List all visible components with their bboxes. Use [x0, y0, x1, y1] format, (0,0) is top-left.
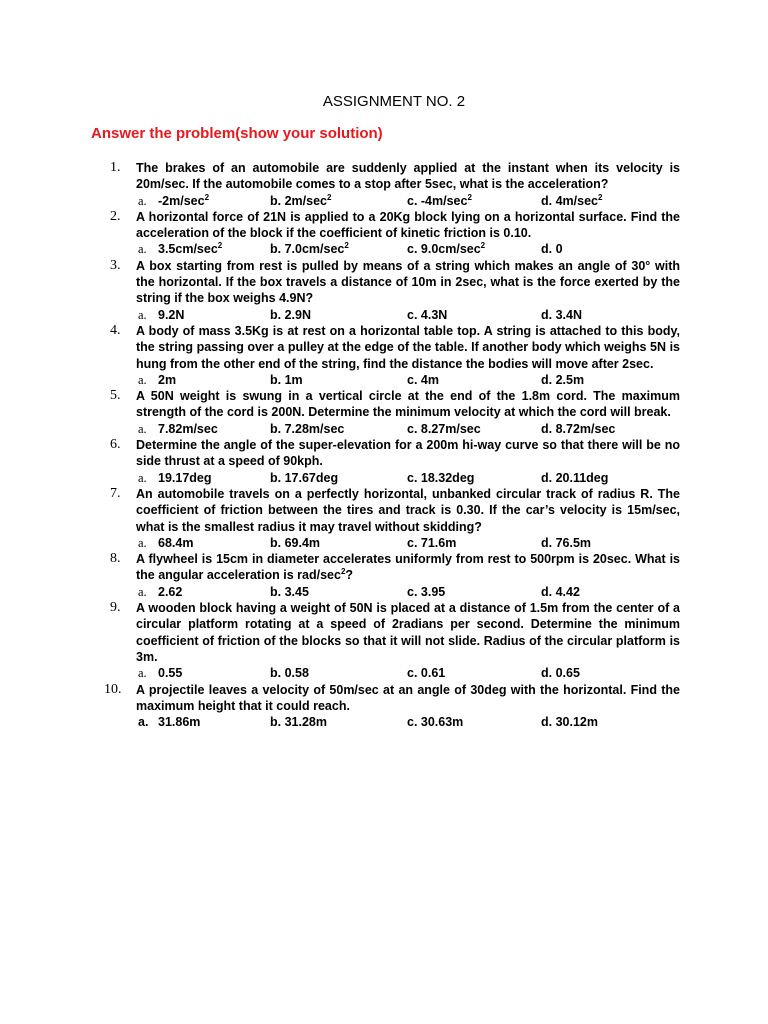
question-number: 8. — [110, 551, 121, 567]
choice-a: 0.55 — [158, 666, 183, 681]
question-item — [100, 600, 680, 681]
choice-d: d. 4.42 — [541, 584, 580, 599]
question-number: 9. — [110, 600, 121, 616]
choice-d: d. 0 — [541, 242, 563, 257]
answer-choices — [100, 714, 680, 730]
question-list — [100, 160, 680, 730]
answer-choices — [100, 535, 680, 551]
answer-choices — [100, 241, 680, 257]
question-number: 7. — [110, 485, 121, 501]
choice-a: 2m — [158, 372, 177, 387]
choice-b: b. 69.4m — [270, 535, 321, 550]
answer-choices — [100, 421, 680, 437]
question-number: 3. — [110, 257, 121, 273]
choice-b: b. 31.28m — [270, 715, 327, 730]
choice-a-label: a. — [138, 421, 147, 436]
choice-b: b. $7.0cm/\sec^2$ — [270, 241, 349, 257]
choice-d: d. 76.5m — [541, 535, 592, 550]
page-title: ASSIGNMENT NO. 2 — [322, 93, 466, 110]
choice-b: b. 2.9N — [270, 307, 311, 322]
question-number: 4. — [110, 322, 121, 338]
question-item — [100, 209, 680, 258]
answer-choices — [100, 372, 680, 388]
question-text: A body of mass 3.5Kg is at rest on a horizontal table top. A string is attached to this body, the string passing over a pulley at the edge of the table. If another body which weighs 5N is hung from the other end of the string, find the distance the bodies will move after 2sec. — [136, 323, 680, 371]
choice-b: b. 17.67deg — [270, 470, 339, 485]
choice-a-label: a. — [138, 535, 147, 550]
question-item — [100, 551, 680, 600]
question-number: 6. — [110, 437, 121, 453]
question-number: 10. — [104, 681, 122, 697]
question-text: A projectile leaves a velocity of 50m/sec at an angle of 30deg with the horizontal. Find the maximum height that it could reach. — [136, 682, 680, 713]
question-item — [100, 682, 680, 731]
choice-c: c. 8.27m/sec — [407, 421, 481, 436]
question-text: A 50N weight is swung in a vertical circle at the end of the 1.8m cord. The maximum strength of the cord is 200N. Determine the minimum velocity at which the cord will break. — [136, 389, 680, 420]
instructions-heading: Answer the problem(show your solution) — [91, 125, 383, 142]
choice-d: d. 2.5m — [541, 372, 585, 387]
choice-a-label: a. — [138, 470, 147, 485]
question-text: A horizontal force of 21N is applied to a 20Kg block lying on a horizontal surface. Find the acceleration of the block if the coefficient of kinetic friction is 0.10. — [136, 209, 680, 241]
question-item — [100, 437, 680, 486]
question-text: A wooden block having a weight of 50N is placed at a distance of 1.5m from the center of a circular platform rotating at a speed of 2radians per second. Determine the minimum coefficient of friction of the blocks so that it will not slide. Radius of the circular platform is 3m. — [136, 601, 680, 664]
choice-b: b. 0.58 — [270, 666, 309, 681]
choice-c: c. 3.95 — [407, 584, 446, 599]
choice-a-label: a. — [138, 666, 147, 681]
answer-choices — [100, 665, 680, 681]
choice-d: d. 20.11deg — [541, 470, 609, 485]
choice-c: c. $-4m/\sec^2$ — [407, 192, 472, 208]
question-number: 2. — [110, 208, 121, 224]
choice-a: 2.62 — [158, 584, 183, 599]
choice-d: d. 30.12m — [541, 715, 598, 730]
choice-a-label: a. — [138, 193, 147, 208]
choice-a: $3.5cm/\sec^2$ — [158, 241, 223, 257]
question-number: 5. — [110, 388, 121, 404]
choice-d: d. 8.72m/sec — [541, 421, 616, 436]
choice-b: b. $2m/\sec^2$ — [270, 192, 332, 208]
choice-a-label: a. — [138, 715, 149, 730]
answer-choices — [100, 307, 680, 323]
choice-c: c. 4.3N — [407, 307, 448, 322]
choice-a: 31.86m — [158, 715, 201, 730]
choice-a-label: a. — [138, 242, 147, 257]
question-item — [100, 160, 680, 209]
choice-d: d. $4m/\sec^2$ — [541, 192, 603, 208]
question-number: 1. — [110, 160, 121, 175]
choice-b: b. 3.45 — [270, 584, 309, 599]
choice-a: 9.2N — [158, 307, 185, 322]
choice-b: b. 1m — [270, 372, 303, 387]
question-item — [100, 388, 680, 437]
choice-a: 19.17deg — [158, 470, 212, 485]
question-text: A flywheel is 15cm in diameter accelerates uniformly from rest to 500rpm is 20sec. What is the angular acceleration is rad/$\sec^2$? — [136, 552, 680, 583]
choice-c: c. 0.61 — [407, 666, 446, 681]
question-text: An automobile travels on a perfectly horizontal, unbanked circular track of radius R. The coefficient of friction between the tires and track is 0.30. If the car’s velocity is 15m/sec, what is the smallest radius it may travel without skidding? — [136, 486, 680, 534]
choice-c: c. 18.32deg — [407, 470, 475, 485]
choice-c: c. 4m — [407, 372, 439, 387]
answer-choices — [100, 584, 680, 600]
choice-c: c. 30.63m — [407, 715, 464, 730]
choice-c: c. $9.0cm/\sec^2$ — [407, 241, 486, 257]
choice-a-label: a. — [138, 372, 147, 387]
choice-d: d. 3.4N — [541, 307, 582, 322]
answer-choices — [100, 470, 680, 486]
question-item — [100, 486, 680, 551]
question-item — [100, 323, 680, 388]
choice-a-label: a. — [138, 584, 147, 599]
choice-c: c. 71.6m — [407, 535, 457, 550]
choice-d: d. 0.65 — [541, 666, 580, 681]
answer-choices — [100, 193, 680, 209]
choice-a: 7.82m/sec — [158, 421, 218, 436]
question-text: The brakes of an automobile are suddenly applied at the instant when its velocity is 20m/sec. If the automobile comes to a stop after 5sec, what is the acceleration? — [136, 161, 680, 192]
question-item — [100, 258, 680, 323]
choice-a-label: a. — [138, 307, 147, 322]
choice-b: b. 7.28m/sec — [270, 421, 345, 436]
choice-a: 68.4m — [158, 535, 194, 550]
question-text: A box starting from rest is pulled by means of a string which makes an angle of 30° with the horizontal. If the box travels a distance of 10m in 2sec, what is the force exerted by the string if the box weighs 4.9N? — [136, 258, 680, 306]
choice-a: $-2m/\sec^2$ — [158, 192, 210, 208]
question-text: Determine the angle of the super-elevation for a 200m hi-way curve so that there will be no side thrust at a speed of 90kph. — [136, 438, 680, 469]
